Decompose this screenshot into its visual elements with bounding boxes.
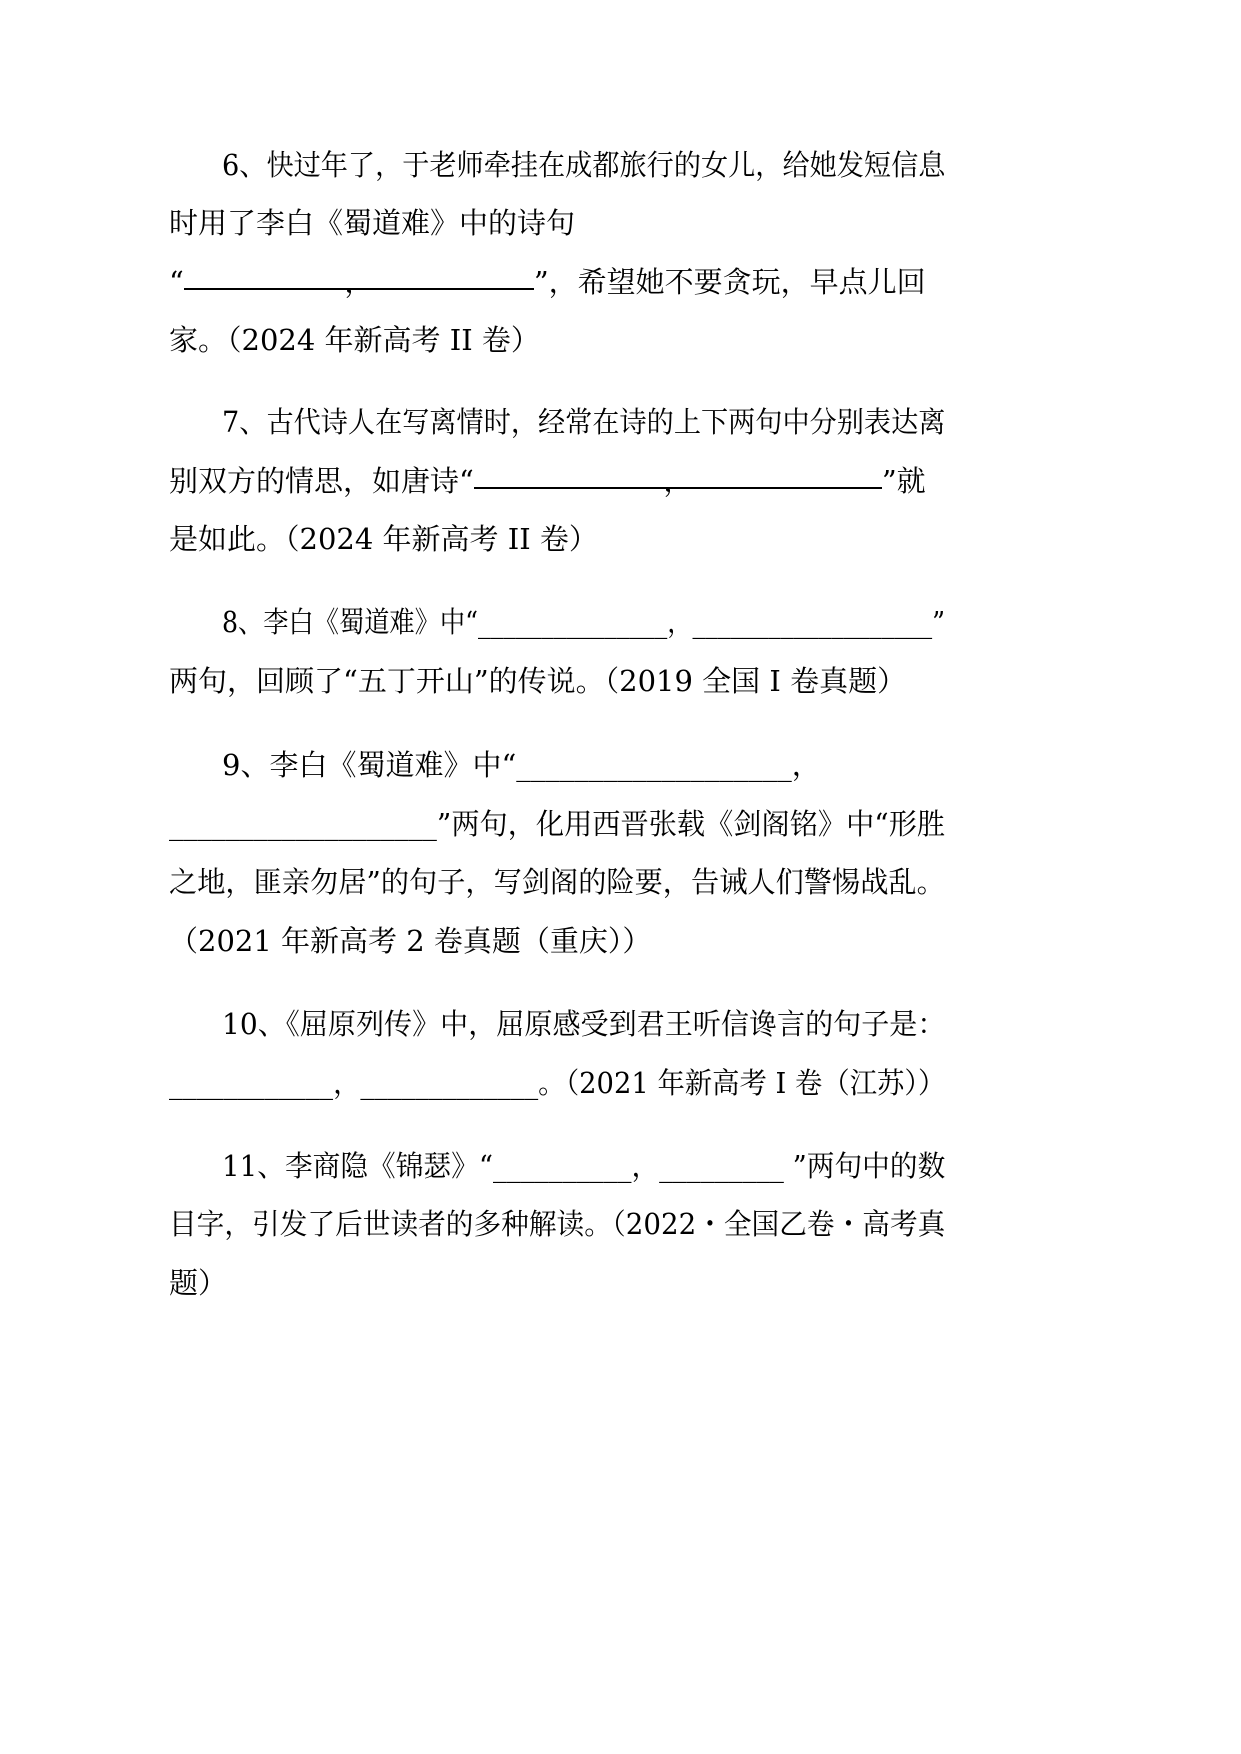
question-7-line-1: 7、古代诗人在写离情时，经常在诗的上下两句中分别表达离 xyxy=(222,405,946,439)
question-8-line-2: 两句，回顾了“五丁开山”的传说。（2019 全国 I 卷真题） xyxy=(169,664,907,698)
question-7-line-2 xyxy=(169,461,926,501)
question-10-line-1: 10、《屈原列传》中，屈原感受到君王听信谗言的句子是： xyxy=(222,1007,946,1041)
question-11-line-1: 11、李商隐《锦瑟》“__________，_________ ”两句中的数 xyxy=(222,1149,946,1183)
question-7-line-2-end: ”就 xyxy=(881,464,926,498)
question-8-line-1: 8、李白《蜀道难》中“_______________，___________________” xyxy=(222,605,946,639)
blank-separator: ， xyxy=(663,464,693,498)
question-9-line-3: 之地，匪亲勿居”的句子，写剑阁的险要，告诫人们警惕战乱。 xyxy=(169,865,945,899)
question-6-line-3-text: ”，希望她不要贪玩，早点儿回 xyxy=(533,265,926,299)
question-9-line-1: 9、李白《蜀道难》中“___________________， xyxy=(222,748,821,782)
open-quote: “ xyxy=(169,265,184,299)
question-7-line-2-text: 别双方的情思，如唐诗“ xyxy=(169,464,474,498)
question-9-line-4: （2021 年新高考 2 卷真题（重庆）） xyxy=(169,924,652,958)
question-6-line-2: 时用了李白《蜀道难》中的诗句 xyxy=(169,206,576,240)
question-6-line-3 xyxy=(169,262,926,302)
question-6-line-1: 6、快过年了，于老师牵挂在成都旅行的女儿，给她发短信息 xyxy=(222,148,946,182)
question-11-line-3: 题） xyxy=(169,1266,228,1300)
fill-in-blank[interactable] xyxy=(184,262,534,299)
question-11-line-2: 目字，引发了后世读者的多种解读。（2022・全国乙卷・高考真 xyxy=(169,1207,946,1241)
question-10-line-2: ____________，_____________。（2021 年新高考 I 卷（江苏）） xyxy=(169,1066,946,1100)
question-6-line-4: 家。（2024 年新高考 II 卷） xyxy=(169,323,540,357)
question-7-line-3: 是如此。（2024 年新高考 II 卷） xyxy=(169,522,598,556)
blank-separator: ， xyxy=(344,265,374,299)
fill-in-blank[interactable] xyxy=(474,461,882,498)
question-9-line-2: ___________________”两句，化用西晋张载《剑阁铭》中“形胜 xyxy=(169,807,946,841)
